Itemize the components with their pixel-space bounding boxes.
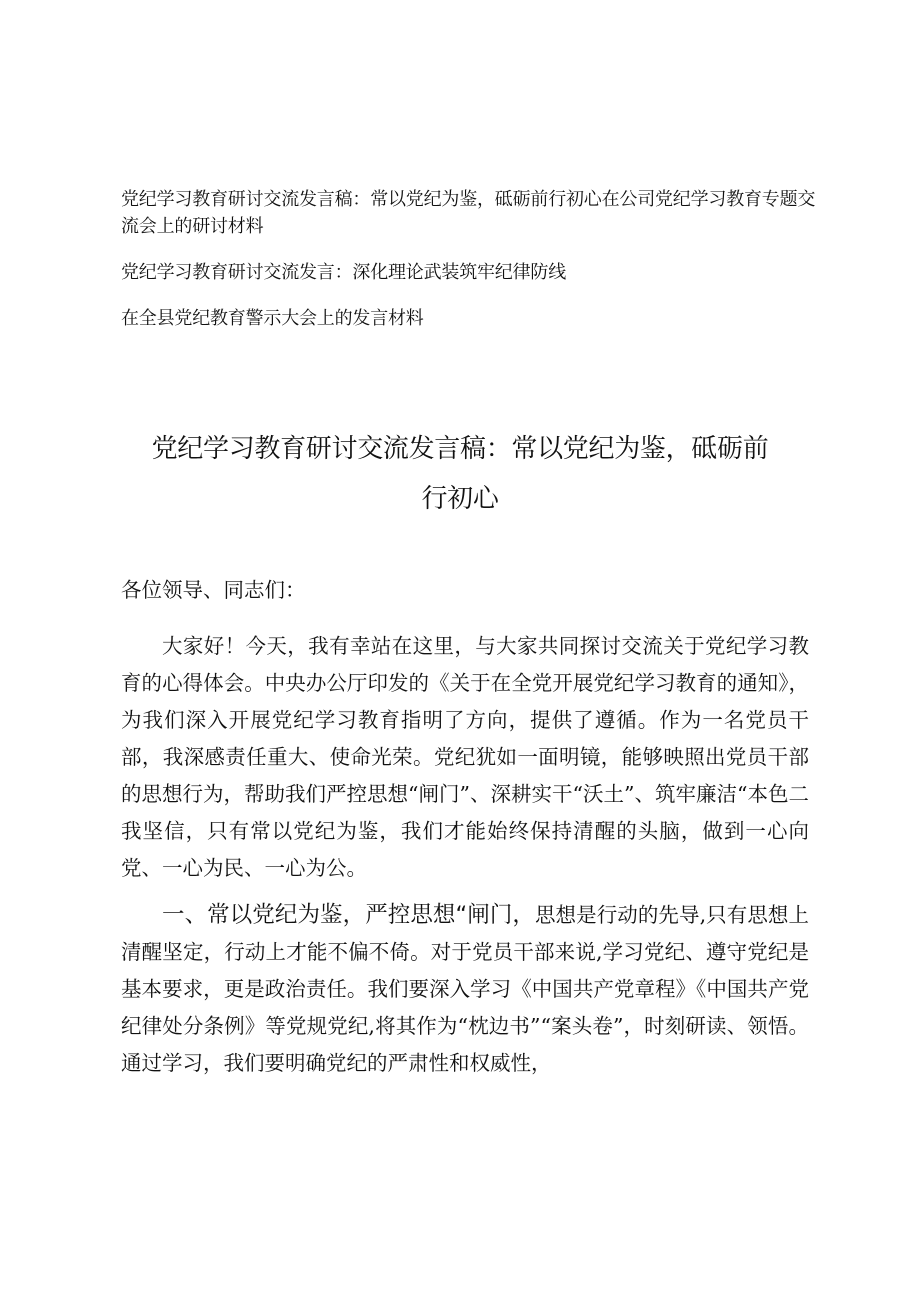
- related-article-1[interactable]: 党纪学习教育研讨交流发言稿：常以党纪为鉴，砥砺前行初心在公司党纪学习教育专题交流会上的研讨材料: [121, 189, 816, 237]
- paragraph-opening: 大家好！今天，我有幸站在这里，与大家共同探讨交流关于党纪学习教育的心得体会。中央办公厅印发的《关于在全党开展党纪学习教育的通知》，为我们深入开展党纪学习教育指明了方向，提供了遵循。作为一名党员干部，我深感责任重大、使命光荣。党纪犹如一面明镜，能够映照出党员干部的思想行为，帮助我们严控思想“闸门”、深耕实干“沃土”、筑牢廉洁“本色二我坚信，只有常以党纪为鉴，我们才能始终保持清醒的头脑，做到一心向党、一心为民、一心为公。: [121, 634, 809, 880]
- section-heading: 一、常以党纪为鉴，严控思想“闸门，: [162, 902, 535, 928]
- document-title: 党纪学习教育研讨交流发言稿：常以党纪为鉴，砥砺前行初心: [151, 434, 769, 514]
- salutation: 各位领导、同志们：: [121, 578, 306, 602]
- related-article-2[interactable]: 党纪学习教育研讨交流发言：深化理论武装筑牢纪律防线: [121, 262, 566, 283]
- paragraph-section-1: [121, 897, 809, 1082]
- section-text: 思想是行动的先导,只有思想上清醒坚定，行动上才能不偏不倚。对于党员干部来说,学习党纪、遵守党纪是基本要求，更是政治责任。我们要深入学习《中国共产党章程》《中国共产党纪律处分条例》等党规党纪,将其作为“枕边书”“案头卷”，时刻研读、领悟。通过学习，我们要明确党纪的严肃性和权威性，: [121, 903, 809, 1075]
- related-article-3[interactable]: 在全县党纪教育警示大会上的发言材料: [121, 308, 424, 329]
- document-body: [121, 572, 809, 1092]
- related-articles-list: [121, 186, 821, 351]
